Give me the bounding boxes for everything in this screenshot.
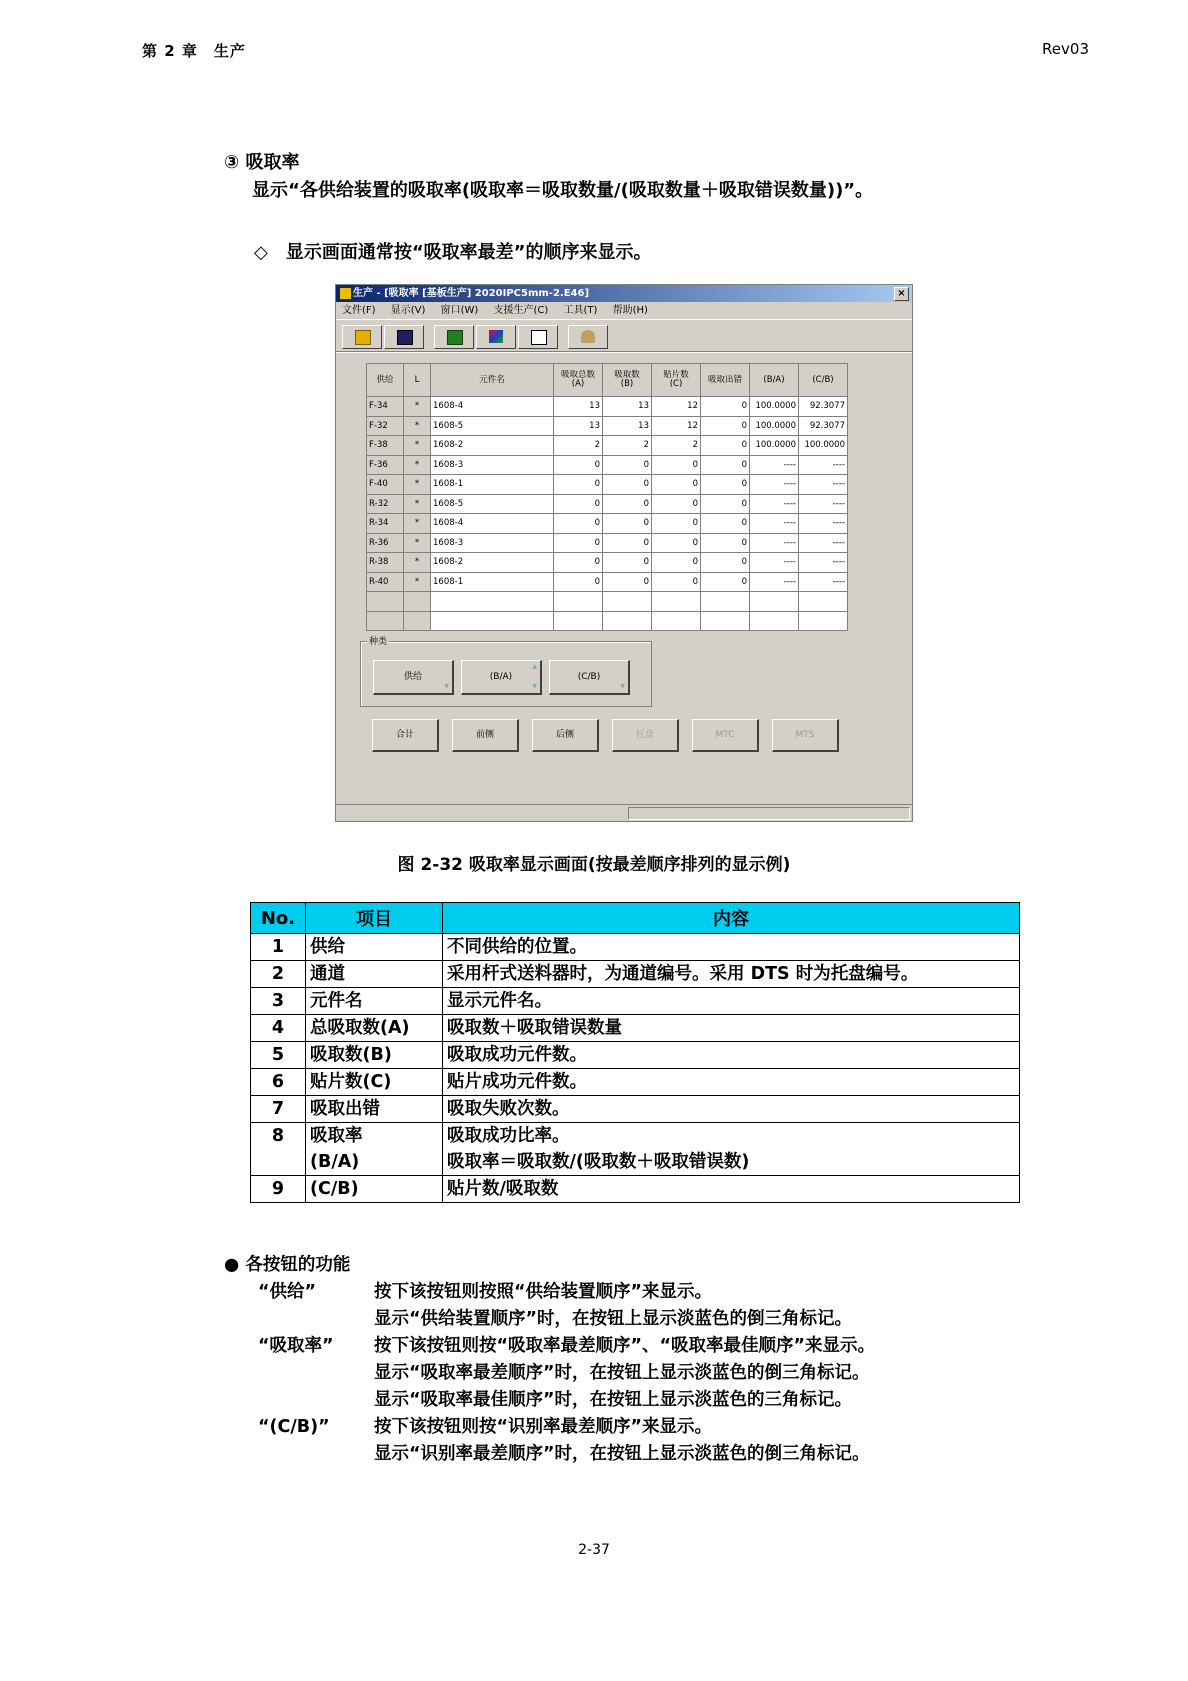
grid-cell: 0 bbox=[701, 494, 750, 514]
grid-cell bbox=[603, 592, 652, 612]
function-key: “吸取率” bbox=[258, 1336, 334, 1356]
button-functions bbox=[224, 1252, 876, 1468]
grid-cell: 100.0000 bbox=[799, 436, 848, 456]
figure-caption: 图 2-32 吸取率显示画面(按最差顺序排列的显示例) bbox=[397, 855, 791, 875]
grid-cell: F-36 bbox=[367, 455, 404, 475]
grid-cell: 0 bbox=[603, 455, 652, 475]
grid-cell: 1608-2 bbox=[431, 436, 554, 456]
grid-cell: R-34 bbox=[367, 514, 404, 534]
table-row bbox=[251, 1096, 1020, 1123]
row-content bbox=[443, 934, 1020, 961]
function-text: 显示“识别率最差顺序”时，在按钮上显示淡蓝色的倒三角标记。 bbox=[374, 1444, 870, 1464]
grid-cell: 0 bbox=[701, 436, 750, 456]
row-number: 1 bbox=[251, 934, 306, 961]
grid-cell: 0 bbox=[701, 533, 750, 553]
menu-view[interactable]: 显示(V) bbox=[390, 305, 426, 316]
grid-row[interactable] bbox=[367, 592, 848, 612]
row-content-text: 吸取成功比率。 bbox=[447, 1126, 570, 1146]
grid-cell: ---- bbox=[750, 475, 799, 495]
row-number: 2 bbox=[251, 961, 306, 988]
row-item-text: 贴片数(C) bbox=[310, 1072, 392, 1092]
grid-cell: * bbox=[404, 397, 431, 417]
open-button[interactable] bbox=[342, 325, 382, 349]
mts-button[interactable]: MTS bbox=[772, 719, 839, 752]
revision-label: Rev03 bbox=[1042, 40, 1089, 58]
grid-header-cell[interactable]: 吸取总数 (A) bbox=[554, 364, 603, 397]
table-row bbox=[251, 1015, 1020, 1042]
book-button[interactable] bbox=[434, 325, 474, 349]
grid-cell bbox=[799, 592, 848, 612]
grid-cell: R-32 bbox=[367, 494, 404, 514]
grid-cell: 0 bbox=[701, 572, 750, 592]
row-content-text: 显示元件名。 bbox=[447, 991, 552, 1011]
tray-button[interactable]: 托盘 bbox=[612, 719, 679, 752]
grid-cell: 0 bbox=[652, 455, 701, 475]
function-key: “(C/B)” bbox=[258, 1417, 330, 1437]
book-icon bbox=[447, 330, 463, 345]
grid-cell: 0 bbox=[554, 572, 603, 592]
function-text: 显示“吸取率最佳顺序”时，在按钮上显示淡蓝色的三角标记。 bbox=[374, 1390, 853, 1410]
row-item bbox=[306, 1015, 443, 1042]
grid-cell: 0 bbox=[701, 514, 750, 534]
grid-cell: 0 bbox=[603, 475, 652, 495]
grid-cell: 100.0000 bbox=[750, 397, 799, 417]
row-content bbox=[443, 988, 1020, 1015]
grid-cell: ---- bbox=[750, 553, 799, 573]
table-row bbox=[251, 1123, 1020, 1176]
grid-cell: * bbox=[404, 455, 431, 475]
section-note: ◇ 显示画面通常按“吸取率最差”的顺序来显示。 bbox=[254, 242, 652, 263]
row-item-text: 吸取数(B) bbox=[310, 1045, 392, 1065]
grid-cell: 0 bbox=[652, 475, 701, 495]
row-item-text-2: (B/A) bbox=[310, 1152, 360, 1172]
table-row bbox=[251, 988, 1020, 1015]
down-triangle-icon: ▼ bbox=[444, 683, 449, 690]
grid-cell: ---- bbox=[799, 553, 848, 573]
grid-header-cell[interactable]: 元件名 bbox=[431, 364, 554, 397]
production-window bbox=[335, 284, 913, 822]
menu-tools[interactable]: 工具(T) bbox=[563, 305, 598, 316]
grid-cell: F-40 bbox=[367, 475, 404, 495]
row-item bbox=[306, 1042, 443, 1069]
row-content-text: 吸取成功元件数。 bbox=[447, 1045, 587, 1065]
grid-cell: F-38 bbox=[367, 436, 404, 456]
grid-cell: 0 bbox=[554, 455, 603, 475]
function-line bbox=[224, 1360, 870, 1387]
grid-cell: 0 bbox=[603, 533, 652, 553]
grid-cell bbox=[750, 611, 799, 631]
col-content: 内容 bbox=[443, 903, 1020, 934]
grid-cell: ---- bbox=[750, 572, 799, 592]
disk-icon bbox=[397, 330, 413, 345]
grid-cell bbox=[701, 611, 750, 631]
function-line bbox=[224, 1306, 853, 1333]
grid-header-cell[interactable]: 供给 bbox=[367, 364, 404, 397]
grid-cell: 2 bbox=[603, 436, 652, 456]
grid-cell: 1608-4 bbox=[431, 397, 554, 417]
grid-cell: 0 bbox=[603, 572, 652, 592]
function-line bbox=[224, 1441, 870, 1468]
grid-row[interactable] bbox=[367, 533, 848, 553]
grid-cell: 0 bbox=[554, 494, 603, 514]
row-item-text: (C/B) bbox=[310, 1179, 359, 1199]
row-item-text: 元件名 bbox=[310, 991, 363, 1011]
grid-cell: 100.0000 bbox=[750, 436, 799, 456]
grid-row[interactable] bbox=[367, 553, 848, 573]
function-text: 显示“供给装置顺序”时，在按钮上显示淡蓝色的倒三角标记。 bbox=[374, 1309, 853, 1329]
function-key: “供给” bbox=[258, 1282, 317, 1302]
grid-cell: 12 bbox=[652, 416, 701, 436]
grid-cell: * bbox=[404, 475, 431, 495]
chapter-header: 第 2 章 生产 bbox=[142, 42, 246, 60]
grid-cell bbox=[701, 592, 750, 612]
grid-cell bbox=[404, 611, 431, 631]
grid-row[interactable] bbox=[367, 455, 848, 475]
page-number: 2-37 bbox=[578, 1542, 610, 1558]
grid-cell: ---- bbox=[750, 455, 799, 475]
down-triangle-icon: ▼ bbox=[620, 683, 625, 690]
status-bar bbox=[336, 804, 912, 821]
grid-cell: 2 bbox=[554, 436, 603, 456]
grid-row[interactable] bbox=[367, 475, 848, 495]
menu-window[interactable]: 窗口(W) bbox=[440, 305, 479, 316]
person-button[interactable] bbox=[568, 325, 608, 349]
menu-file[interactable]: 文件(F) bbox=[342, 305, 376, 316]
row-item bbox=[306, 934, 443, 961]
rear-button[interactable]: 后侧 bbox=[532, 719, 599, 752]
row-content-text: 吸取数＋吸取错误数量 bbox=[447, 1018, 622, 1038]
row-content-text: 不同供给的位置。 bbox=[447, 937, 587, 957]
row-number: 4 bbox=[251, 1015, 306, 1042]
grid-cell: 1608-3 bbox=[431, 455, 554, 475]
window-titlebar bbox=[336, 285, 912, 302]
folder-icon bbox=[355, 330, 371, 345]
row-content bbox=[443, 961, 1020, 988]
table-row bbox=[251, 1069, 1020, 1096]
sort-supply-label: 供给 bbox=[403, 672, 422, 682]
app-icon bbox=[340, 288, 351, 299]
row-content-text: 吸取失败次数。 bbox=[447, 1099, 570, 1119]
grid-row[interactable] bbox=[367, 397, 848, 417]
grid-row[interactable] bbox=[367, 436, 848, 456]
grid-row[interactable] bbox=[367, 611, 848, 631]
table-row bbox=[251, 934, 1020, 961]
grid-cell: * bbox=[404, 436, 431, 456]
menu-help[interactable]: 帮助(H) bbox=[612, 305, 648, 316]
mtc-button[interactable]: MTC bbox=[692, 719, 759, 752]
grid-cell: ---- bbox=[750, 533, 799, 553]
grid-cell: 92.3077 bbox=[799, 397, 848, 417]
chart-button[interactable] bbox=[476, 325, 516, 349]
section-title: ③ 吸取率 bbox=[224, 152, 300, 173]
menu-support[interactable]: 支援生产(C) bbox=[493, 305, 549, 316]
function-text: 按下该按钮则按“识别率最差顺序”来显示。 bbox=[374, 1417, 713, 1437]
function-text: 显示“吸取率最差顺序”时，在按钮上显示淡蓝色的倒三角标记。 bbox=[374, 1363, 870, 1383]
grid-cell: 0 bbox=[701, 455, 750, 475]
row-item bbox=[306, 1096, 443, 1123]
grid-cell: ---- bbox=[799, 572, 848, 592]
grid-cell: ---- bbox=[799, 533, 848, 553]
function-line bbox=[224, 1333, 876, 1360]
grid-cell: 0 bbox=[701, 475, 750, 495]
up-triangle-icon: ▲ bbox=[532, 663, 537, 670]
row-content bbox=[443, 1042, 1020, 1069]
sort-ba-button[interactable] bbox=[461, 660, 542, 695]
grid-cell: ---- bbox=[799, 475, 848, 495]
section-description: 显示“各供给装置的吸取率(吸取率＝吸取数量/(吸取数量＋吸取错误数量))”。 bbox=[252, 180, 874, 201]
grid-cell: 0 bbox=[652, 572, 701, 592]
grid-cell: 12 bbox=[652, 397, 701, 417]
function-text: 按下该按钮则按“吸取率最差顺序”、“吸取率最佳顺序”来显示。 bbox=[374, 1336, 876, 1356]
grid-cell: F-32 bbox=[367, 416, 404, 436]
row-number: 7 bbox=[251, 1096, 306, 1123]
down-triangle-icon: ▼ bbox=[532, 683, 537, 690]
grid-cell: 0 bbox=[554, 553, 603, 573]
grid-cell bbox=[431, 592, 554, 612]
grid-cell: 0 bbox=[701, 397, 750, 417]
grid-cell: 0 bbox=[603, 494, 652, 514]
grid-cell: * bbox=[404, 553, 431, 573]
row-content bbox=[443, 1069, 1020, 1096]
grid-cell: * bbox=[404, 533, 431, 553]
sort-supply-button[interactable] bbox=[373, 660, 454, 695]
grid-cell bbox=[554, 611, 603, 631]
grid-header-cell[interactable]: L bbox=[404, 364, 431, 397]
grid-row[interactable] bbox=[367, 572, 848, 592]
grid-cell: 13 bbox=[603, 397, 652, 417]
grid-cell: 1608-5 bbox=[431, 416, 554, 436]
button-functions-heading: ● 各按钮的功能 bbox=[224, 1255, 351, 1275]
row-item bbox=[306, 1176, 443, 1203]
grid-header-cell[interactable]: 贴片数 (C) bbox=[652, 364, 701, 397]
grid-header-cell[interactable]: 吸取出错 bbox=[701, 364, 750, 397]
grid-cell bbox=[404, 592, 431, 612]
report-icon bbox=[531, 330, 547, 345]
col-item: 项目 bbox=[306, 903, 443, 934]
grid-cell: R-40 bbox=[367, 572, 404, 592]
window-title: 生产 - [吸取率 [基板生产] 2020IPC5mm-2.E46] bbox=[353, 288, 590, 299]
sort-ba-label: (B/A) bbox=[489, 672, 513, 682]
kind-group bbox=[360, 637, 652, 707]
grid-cell: * bbox=[404, 572, 431, 592]
row-item bbox=[306, 961, 443, 988]
row-item-text: 吸取出错 bbox=[310, 1099, 380, 1119]
grid-header-cell[interactable]: (C/B) bbox=[799, 364, 848, 397]
grid-cell bbox=[367, 611, 404, 631]
menu-bar bbox=[336, 302, 912, 320]
row-item bbox=[306, 1123, 443, 1176]
absorption-rate-grid bbox=[366, 363, 848, 631]
save-button[interactable] bbox=[384, 325, 424, 349]
row-content-text: 贴片成功元件数。 bbox=[447, 1072, 587, 1092]
row-content-text-2: 吸取率＝吸取数/(吸取数＋吸取错误数) bbox=[447, 1152, 750, 1172]
sort-cb-button[interactable] bbox=[549, 660, 630, 695]
grid-cell: ---- bbox=[799, 514, 848, 534]
row-content-text: 采用杆式送料器时，为通道编号。采用 DTS 时为托盘编号。 bbox=[447, 964, 919, 984]
grid-cell: 13 bbox=[554, 397, 603, 417]
grid-cell: 0 bbox=[652, 533, 701, 553]
row-content bbox=[443, 1096, 1020, 1123]
grid-cell: 0 bbox=[554, 533, 603, 553]
row-number: 8 bbox=[251, 1123, 306, 1176]
grid-cell bbox=[652, 611, 701, 631]
grid-cell bbox=[750, 592, 799, 612]
grid-row[interactable] bbox=[367, 514, 848, 534]
grid-cell: 1608-4 bbox=[431, 514, 554, 534]
grid-row[interactable] bbox=[367, 416, 848, 436]
grid-cell: 1608-1 bbox=[431, 475, 554, 495]
grid-cell bbox=[652, 592, 701, 612]
row-item-text: 通道 bbox=[310, 964, 345, 984]
row-number: 6 bbox=[251, 1069, 306, 1096]
function-text: 按下该按钮则按照“供给装置顺序”来显示。 bbox=[374, 1282, 713, 1302]
grid-cell: R-38 bbox=[367, 553, 404, 573]
grid-cell: 1608-5 bbox=[431, 494, 554, 514]
grid-cell: ---- bbox=[750, 494, 799, 514]
grid-cell: * bbox=[404, 514, 431, 534]
row-content-text: 贴片数/吸取数 bbox=[447, 1179, 559, 1199]
grid-cell: 1608-2 bbox=[431, 553, 554, 573]
row-item-text: 总吸取数(A) bbox=[310, 1018, 410, 1038]
grid-cell: * bbox=[404, 416, 431, 436]
grid-cell: 0 bbox=[701, 416, 750, 436]
grid-cell bbox=[799, 611, 848, 631]
grid-cell: 0 bbox=[554, 514, 603, 534]
grid-cell: 13 bbox=[603, 416, 652, 436]
row-item bbox=[306, 1069, 443, 1096]
row-item bbox=[306, 988, 443, 1015]
sort-cb-label: (C/B) bbox=[577, 672, 601, 682]
grid-header-cell[interactable]: (B/A) bbox=[750, 364, 799, 397]
row-content bbox=[443, 1176, 1020, 1203]
row-number: 9 bbox=[251, 1176, 306, 1203]
status-pane bbox=[628, 807, 910, 820]
grid-cell bbox=[603, 611, 652, 631]
button-functions-title bbox=[224, 1252, 350, 1279]
row-number: 3 bbox=[251, 988, 306, 1015]
grid-cell: 100.0000 bbox=[750, 416, 799, 436]
function-line bbox=[224, 1387, 853, 1414]
grid-cell bbox=[367, 592, 404, 612]
table-row bbox=[251, 1176, 1020, 1203]
grid-cell bbox=[431, 611, 554, 631]
chart-icon bbox=[489, 330, 503, 343]
row-number: 5 bbox=[251, 1042, 306, 1069]
grid-cell: F-34 bbox=[367, 397, 404, 417]
report-button[interactable] bbox=[518, 325, 558, 349]
col-no: No. bbox=[251, 903, 306, 934]
grid-cell: 1608-1 bbox=[431, 572, 554, 592]
row-content bbox=[443, 1123, 1020, 1176]
row-content bbox=[443, 1015, 1020, 1042]
grid-cell: ---- bbox=[799, 494, 848, 514]
function-line bbox=[224, 1279, 713, 1306]
close-button[interactable]: × bbox=[894, 287, 909, 301]
grid-cell: * bbox=[404, 494, 431, 514]
table-row bbox=[251, 961, 1020, 988]
table-row bbox=[251, 1042, 1020, 1069]
grid-header-cell[interactable]: 吸取数 (B) bbox=[603, 364, 652, 397]
grid-cell: 92.3077 bbox=[799, 416, 848, 436]
grid-cell: 0 bbox=[554, 475, 603, 495]
grid-cell: 13 bbox=[554, 416, 603, 436]
grid-cell: 2 bbox=[652, 436, 701, 456]
row-item-text: 供给 bbox=[310, 937, 345, 957]
grid-cell: 0 bbox=[652, 553, 701, 573]
grid-cell: 0 bbox=[603, 514, 652, 534]
grid-cell: 0 bbox=[701, 553, 750, 573]
grid-cell bbox=[554, 592, 603, 612]
grid-cell: 0 bbox=[603, 553, 652, 573]
toolbar-separator bbox=[336, 351, 912, 353]
grid-cell: ---- bbox=[799, 455, 848, 475]
row-item-text: 吸取率 bbox=[310, 1126, 363, 1146]
total-button[interactable]: 合计 bbox=[372, 719, 439, 752]
items-table bbox=[250, 902, 1020, 1203]
grid-row[interactable] bbox=[367, 494, 848, 514]
kind-label: 种类 bbox=[367, 634, 389, 647]
grid-cell: ---- bbox=[750, 514, 799, 534]
function-line bbox=[224, 1414, 713, 1441]
grid-cell: 1608-3 bbox=[431, 533, 554, 553]
person-icon bbox=[581, 330, 595, 343]
grid-cell: 0 bbox=[652, 494, 701, 514]
grid-cell: R-36 bbox=[367, 533, 404, 553]
grid-cell: 0 bbox=[652, 514, 701, 534]
front-button[interactable]: 前侧 bbox=[452, 719, 519, 752]
